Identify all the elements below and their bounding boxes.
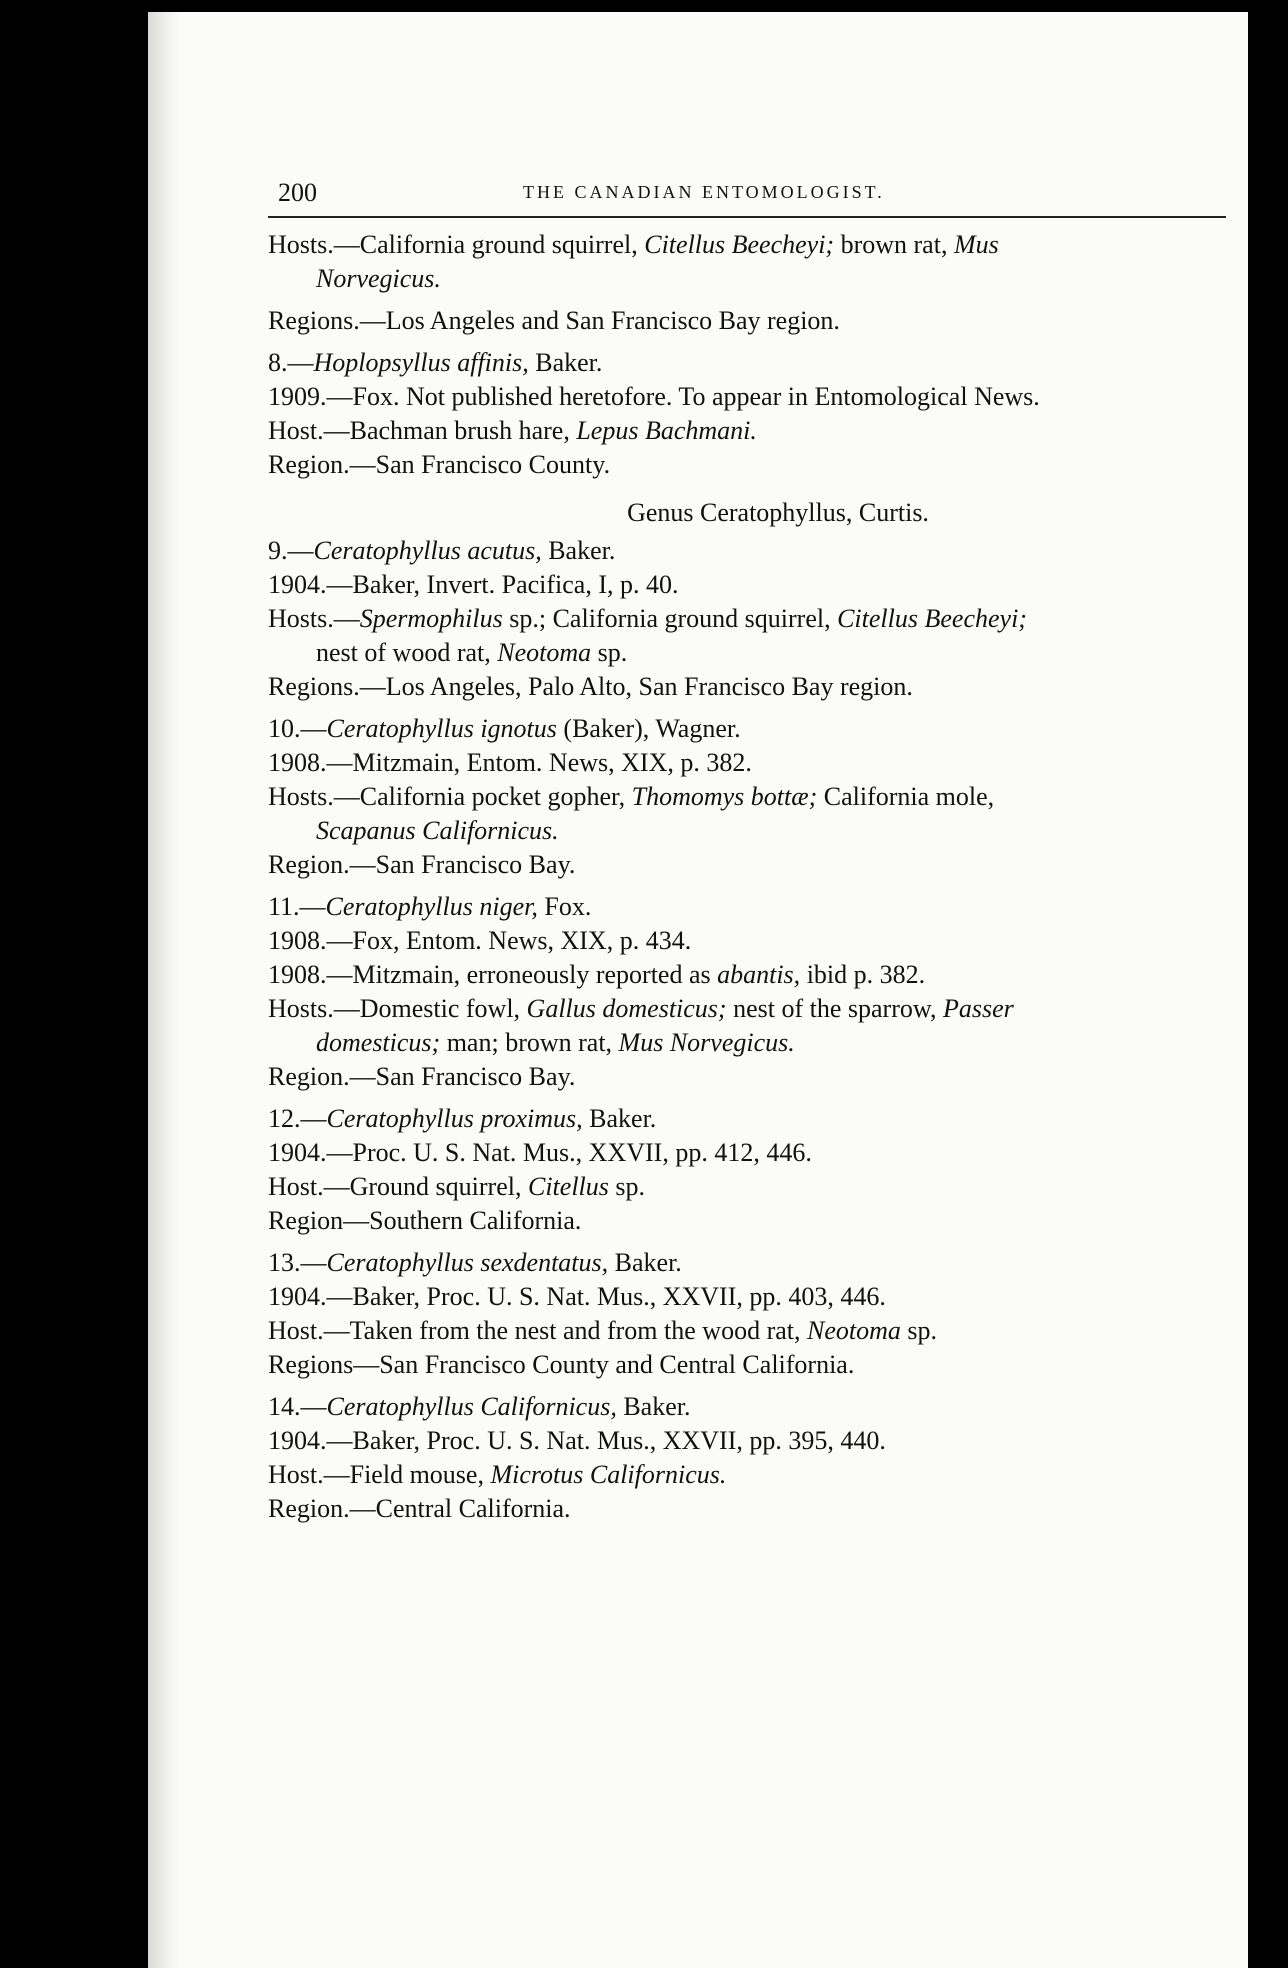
host-label: Host.—Field mouse,: [268, 1460, 491, 1489]
region-line: Region.—San Francisco County.: [268, 450, 611, 479]
reference-line: 1908.—Mitzmain, Entom. News, XIX, p. 382.: [268, 748, 752, 777]
host-line: [268, 414, 1228, 448]
species-author: Baker.: [616, 1392, 691, 1421]
species-name: domesticus;: [316, 1028, 441, 1057]
species-author: Baker.: [582, 1104, 657, 1133]
hosts-text: nest of wood rat,: [316, 638, 498, 667]
species-name: Citellus Beecheyi;: [644, 230, 835, 259]
reference-text: 1908.—Mitzmain, erroneously reported as: [268, 960, 718, 989]
entry-8: [268, 346, 1228, 482]
species-heading: [268, 1246, 1228, 1280]
hosts-line: [268, 992, 1228, 1026]
hosts-text: California mole,: [817, 782, 995, 811]
entry-10: [268, 712, 1228, 882]
species-author: (Baker), Wagner.: [556, 714, 741, 743]
species-author: Baker.: [541, 536, 616, 565]
reference-line: 1904.—Baker, Invert. Pacifica, I, p. 40.: [268, 570, 679, 599]
entry-number: 14.—: [268, 1392, 327, 1421]
host-label: Host.—Taken from the nest and from the wood rat,: [268, 1316, 807, 1345]
entry-number: 11.—: [268, 892, 326, 921]
species-name: abantis,: [717, 960, 801, 989]
species-heading: [268, 534, 1228, 568]
host-text: sp.: [900, 1316, 938, 1345]
reference-line: 1909.—Fox. Not published heretofore. To appear in Entomological News.: [268, 382, 1040, 411]
entry-13: [268, 1246, 1228, 1382]
reference-line: 1904.—Baker, Proc. U. S. Nat. Mus., XXVII, pp. 403, 446.: [268, 1282, 886, 1311]
region-line: Region.—San Francisco Bay.: [268, 1062, 576, 1091]
species-heading: [268, 712, 1228, 746]
hosts-label: Hosts.—California ground squirrel,: [268, 230, 645, 259]
region-line: Region.—San Francisco Bay.: [268, 850, 576, 879]
hosts-line: [268, 602, 1228, 636]
species-name: Neotoma: [807, 1316, 901, 1345]
species-name: Mus Norvegicus.: [618, 1028, 795, 1057]
hosts-text: man; brown rat,: [440, 1028, 619, 1057]
hosts-text: nest of the sparrow,: [726, 994, 943, 1023]
species-name: Ceratophyllus Californicus,: [326, 1392, 617, 1421]
species-name: Spermophilus: [359, 604, 503, 633]
entry-number: 13.—: [268, 1248, 327, 1277]
reference-line: 1904.—Baker, Proc. U. S. Nat. Mus., XXVII, pp. 395, 440.: [268, 1426, 886, 1455]
species-name: Norvegicus.: [316, 264, 441, 293]
entry-number: 9.—: [268, 536, 314, 565]
hosts-label: Hosts.—: [268, 604, 360, 633]
species-name: Scapanus Californicus.: [316, 816, 559, 845]
book-page: [148, 12, 1248, 1968]
host-line: [268, 1170, 1228, 1204]
journal-title: THE CANADIAN ENTOMOLOGIST.: [523, 182, 885, 202]
species-author: Fox.: [537, 892, 592, 921]
regions-line: Regions.—Los Angeles, Palo Alto, San Francisco Bay region.: [268, 672, 913, 701]
hosts-line: [268, 228, 1228, 262]
hosts-text: brown rat,: [834, 230, 954, 259]
reference-line: 1904.—Proc. U. S. Nat. Mus., XXVII, pp. 412, 446.: [268, 1138, 812, 1167]
entry-11: [268, 890, 1228, 1094]
regions-line: Regions.—Los Angeles and San Francisco Bay region.: [268, 306, 840, 335]
running-head: [268, 172, 1228, 212]
host-label: Host.—Ground squirrel,: [268, 1172, 528, 1201]
hosts-text: sp.: [591, 638, 628, 667]
reference-text: ibid p. 382.: [800, 960, 926, 989]
hosts-text: sp.; California ground squirrel,: [502, 604, 838, 633]
hosts-label: Hosts.—California pocket gopher,: [268, 782, 632, 811]
entry-number: 8.—: [268, 348, 314, 377]
species-name: Ceratophyllus acutus,: [313, 536, 542, 565]
hosts-line-cont: [268, 1026, 1228, 1060]
entry-12: [268, 1102, 1228, 1238]
reference-line: 1908.—Fox, Entom. News, XIX, p. 434.: [268, 926, 692, 955]
species-name: Ceratophyllus ignotus: [326, 714, 557, 743]
entry-14: [268, 1390, 1228, 1526]
entry-number: 10.—: [268, 714, 327, 743]
entry-9: [268, 534, 1228, 704]
species-name: Gallus domesticus;: [526, 994, 727, 1023]
entry-number: 12.—: [268, 1104, 327, 1133]
species-name: Lepus Bachmani.: [576, 416, 757, 445]
hosts-line: [268, 780, 1228, 814]
species-name: Thomomys bottæ;: [631, 782, 818, 811]
species-name: Citellus: [527, 1172, 609, 1201]
host-line: [268, 1314, 1228, 1348]
species-name: Microtus Californicus.: [490, 1460, 727, 1489]
species-name: Mus: [953, 230, 999, 259]
page-gutter-shadow: [148, 12, 180, 1968]
species-author: Baker.: [608, 1248, 682, 1277]
host-label: Host.—Bachman brush hare,: [268, 416, 577, 445]
species-name: Hoplopsyllus affinis,: [313, 348, 529, 377]
genus-heading: Genus Ceratophyllus, Curtis.: [627, 498, 929, 527]
species-heading: [268, 1390, 1228, 1424]
region-line: Region.—Central California.: [268, 1494, 571, 1523]
species-heading: [268, 1102, 1228, 1136]
species-name: Passer: [942, 994, 1014, 1023]
entry-7-continued: [268, 228, 1228, 338]
reference-line: [268, 958, 1228, 992]
hosts-label: Hosts.—Domestic fowl,: [268, 994, 527, 1023]
species-name: Citellus Beecheyi;: [837, 604, 1027, 633]
species-name: Ceratophyllus niger,: [325, 892, 538, 921]
hosts-line-cont: [268, 814, 1228, 848]
hosts-line-cont: [268, 636, 1228, 670]
species-author: Baker.: [528, 348, 603, 377]
species-heading: [268, 346, 1228, 380]
species-heading: [268, 890, 1228, 924]
regions-line: Regions—San Francisco County and Central California.: [268, 1350, 855, 1379]
hosts-line-cont: [268, 262, 1228, 296]
region-line: Region—Southern California.: [268, 1206, 582, 1235]
header-rule: [268, 216, 1226, 218]
page-text: [268, 172, 1228, 1526]
species-name: Neotoma: [497, 638, 592, 667]
species-name: Ceratophyllus sexdentatus,: [326, 1248, 609, 1277]
host-line: [268, 1458, 1228, 1492]
host-text: sp.: [608, 1172, 646, 1201]
page-number: 200: [278, 178, 317, 207]
species-name: Ceratophyllus proximus,: [326, 1104, 583, 1133]
